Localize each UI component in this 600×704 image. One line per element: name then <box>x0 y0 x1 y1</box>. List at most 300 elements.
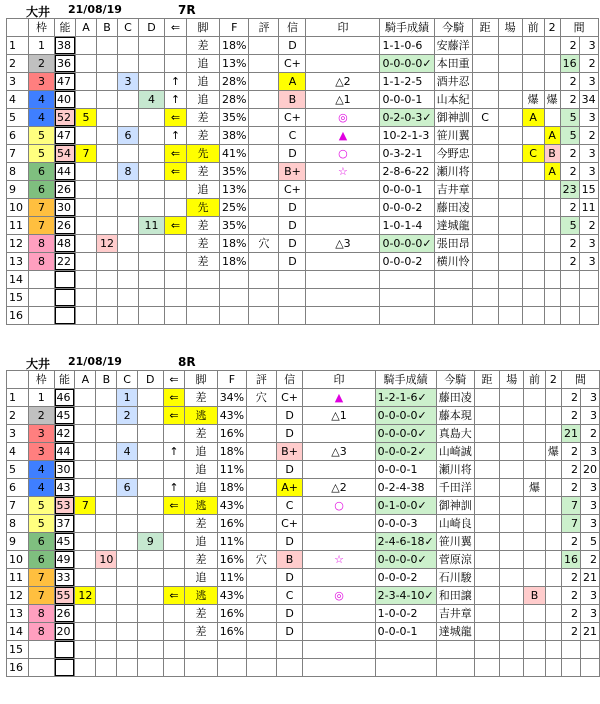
col-a-cell <box>75 569 96 587</box>
style-cell: 差 <box>185 389 217 407</box>
jockey-name-cell: 千田洋 <box>436 479 474 497</box>
col-d-cell <box>139 235 165 253</box>
table-row <box>7 145 599 163</box>
interval-2-cell: 11 <box>579 199 598 217</box>
col-d-cell <box>138 461 164 479</box>
col-b-cell <box>96 587 117 605</box>
arrow-cell <box>163 569 185 587</box>
trust-cell: B+ <box>279 163 306 181</box>
second-cell <box>544 217 560 235</box>
jockey-name-cell: 御神訓 <box>434 109 472 127</box>
ability-cell: 53 <box>54 497 75 515</box>
waku-cell: 7 <box>29 217 55 235</box>
arrow-cell <box>163 533 185 551</box>
column-header: 能 <box>54 371 75 389</box>
horse-number: 4 <box>7 443 29 461</box>
rating-cell <box>247 659 277 677</box>
style-cell: 逃 <box>185 407 217 425</box>
horse-number: 2 <box>7 55 29 73</box>
col-a-cell <box>76 127 97 145</box>
jockey-record-cell <box>380 307 434 325</box>
ability-cell: 26 <box>55 181 76 199</box>
col-a-cell <box>76 181 97 199</box>
col-c-cell <box>118 271 139 289</box>
jockey-record-cell: 0-0-0-2 <box>380 199 434 217</box>
trust-cell: C+ <box>279 55 306 73</box>
entry-table <box>6 18 599 325</box>
style-cell: 差 <box>185 551 217 569</box>
table-row <box>7 623 600 641</box>
trust-cell <box>279 289 306 307</box>
col-c-cell <box>118 91 139 109</box>
ability-cell: 30 <box>55 199 76 217</box>
f-rate-cell: 35% <box>220 163 249 181</box>
course-cell <box>498 181 522 199</box>
col-d-cell: 11 <box>139 217 165 235</box>
second-cell <box>544 289 560 307</box>
mark-cell: ▲ <box>306 127 380 145</box>
col-b-cell <box>97 91 118 109</box>
interval-2-cell: 2 <box>581 425 600 443</box>
trust-cell <box>276 659 303 677</box>
distance-cell <box>472 55 498 73</box>
distance-cell <box>474 641 500 659</box>
interval-1-cell: 2 <box>560 163 579 181</box>
col-b-cell <box>97 199 118 217</box>
previous-cell <box>524 533 546 551</box>
column-header: 2 <box>545 371 561 389</box>
arrow-cell <box>163 461 185 479</box>
course-cell <box>498 253 522 271</box>
rating-cell <box>249 181 279 199</box>
col-c-cell <box>117 551 138 569</box>
interval-1-cell <box>560 307 579 325</box>
waku-cell: 8 <box>29 235 55 253</box>
horse-number: 3 <box>7 425 29 443</box>
col-a-cell <box>75 479 96 497</box>
table-row <box>7 389 600 407</box>
interval-2-cell: 3 <box>581 407 600 425</box>
previous-cell <box>524 497 546 515</box>
table-row <box>7 289 599 307</box>
horse-number: 8 <box>7 515 29 533</box>
horse-number: 6 <box>7 479 29 497</box>
column-header: 間 <box>561 371 599 389</box>
second-cell <box>544 271 560 289</box>
second-cell: A <box>544 127 560 145</box>
arrow-cell: ⇐ <box>165 163 187 181</box>
col-d-cell <box>138 389 164 407</box>
col-a-cell: 7 <box>76 145 97 163</box>
arrow-cell <box>165 235 187 253</box>
rating-cell <box>249 91 279 109</box>
jockey-name-cell: 山崎良 <box>436 515 474 533</box>
col-b-cell <box>96 515 117 533</box>
col-b-cell: 10 <box>96 551 117 569</box>
second-cell <box>544 307 560 325</box>
col-a-cell <box>75 623 96 641</box>
distance-cell <box>472 181 498 199</box>
interval-1-cell: 23 <box>560 181 579 199</box>
mark-cell <box>303 605 375 623</box>
interval-2-cell: 2 <box>581 551 600 569</box>
previous-cell: 爆 <box>524 479 546 497</box>
waku-cell: 3 <box>28 425 54 443</box>
distance-cell <box>474 659 500 677</box>
table-header-row <box>7 371 600 389</box>
interval-2-cell: 5 <box>581 533 600 551</box>
rating-cell <box>247 497 277 515</box>
interval-1-cell: 2 <box>561 605 580 623</box>
interval-2-cell <box>579 307 598 325</box>
previous-cell <box>522 253 544 271</box>
table-row <box>7 235 599 253</box>
jockey-name-cell: 山崎誠 <box>436 443 474 461</box>
mark-cell <box>306 55 380 73</box>
f-rate-cell: 13% <box>220 55 249 73</box>
course-cell <box>500 479 524 497</box>
distance-cell <box>472 289 498 307</box>
col-b-cell <box>96 569 117 587</box>
interval-1-cell <box>561 641 580 659</box>
jockey-name-cell: 瀬川将 <box>434 163 472 181</box>
arrow-cell <box>165 37 187 55</box>
f-rate-cell: 11% <box>217 461 246 479</box>
ability-cell: 22 <box>55 253 76 271</box>
trust-cell <box>276 641 303 659</box>
jockey-name-cell: 御神訓 <box>436 497 474 515</box>
jockey-name-cell: 藤田凌 <box>436 389 474 407</box>
col-c-cell <box>118 55 139 73</box>
col-d-cell <box>139 145 165 163</box>
race-header <box>6 2 599 18</box>
f-rate-cell: 38% <box>220 127 249 145</box>
course-cell <box>498 73 522 91</box>
col-d-cell <box>139 37 165 55</box>
second-cell <box>545 659 561 677</box>
second-cell <box>545 551 561 569</box>
jockey-record-cell: 0-3-2-1 <box>380 145 434 163</box>
mark-cell <box>303 533 375 551</box>
table-row <box>7 605 600 623</box>
col-d-cell <box>139 271 165 289</box>
arrow-cell <box>165 181 187 199</box>
jockey-name-cell: 藤本現 <box>436 407 474 425</box>
col-d-cell <box>139 289 165 307</box>
ability-cell: 38 <box>55 37 76 55</box>
col-c-cell: 6 <box>118 127 139 145</box>
ability-cell <box>55 271 76 289</box>
arrow-cell <box>165 307 187 325</box>
rating-cell <box>249 199 279 217</box>
interval-2-cell: 3 <box>581 443 600 461</box>
mark-cell <box>306 217 380 235</box>
table-row <box>7 461 600 479</box>
interval-1-cell: 2 <box>560 37 579 55</box>
jockey-name-cell: 安藤洋 <box>434 37 472 55</box>
column-header: 前 <box>522 19 544 37</box>
style-cell: 先 <box>187 145 220 163</box>
horse-number: 5 <box>7 461 29 479</box>
col-d-cell <box>139 181 165 199</box>
rating-cell <box>249 271 279 289</box>
style-cell: 先 <box>187 199 220 217</box>
col-a-cell <box>75 551 96 569</box>
ability-cell: 42 <box>54 425 75 443</box>
course-cell <box>498 109 522 127</box>
jockey-name-cell: 本田重 <box>434 55 472 73</box>
interval-1-cell: 2 <box>561 389 580 407</box>
second-cell: A <box>544 163 560 181</box>
course-cell <box>498 145 522 163</box>
interval-1-cell: 2 <box>560 91 579 109</box>
jockey-record-cell: 0-0-0-2 <box>380 253 434 271</box>
arrow-cell: ↑ <box>165 127 187 145</box>
course-cell <box>498 235 522 253</box>
jockey-name-cell: 菅原涼 <box>436 551 474 569</box>
column-header: 距 <box>472 19 498 37</box>
jockey-name-cell: 石川駿 <box>436 569 474 587</box>
column-header: ⇐ <box>165 19 187 37</box>
mark-cell: △2 <box>303 479 375 497</box>
mark-cell <box>306 271 380 289</box>
arrow-cell: ⇐ <box>163 587 185 605</box>
waku-cell: 7 <box>29 199 55 217</box>
col-a-cell <box>76 253 97 271</box>
jockey-record-cell: 1-2-1-6✓ <box>375 389 436 407</box>
jockey-name-cell: 真島大 <box>436 425 474 443</box>
interval-1-cell: 2 <box>560 253 579 271</box>
f-rate-cell: 43% <box>217 497 246 515</box>
mark-cell <box>303 515 375 533</box>
jockey-name-cell: 和田譲 <box>436 587 474 605</box>
col-c-cell: 8 <box>118 163 139 181</box>
style-cell: 差 <box>187 37 220 55</box>
second-cell <box>544 253 560 271</box>
interval-2-cell <box>579 271 598 289</box>
table-row <box>7 533 600 551</box>
mark-cell: ○ <box>306 145 380 163</box>
col-c-cell: 3 <box>118 73 139 91</box>
horse-number: 1 <box>7 37 29 55</box>
mark-cell: △3 <box>306 235 380 253</box>
f-rate-cell: 25% <box>220 199 249 217</box>
rating-cell <box>249 109 279 127</box>
col-b-cell <box>97 253 118 271</box>
previous-cell <box>522 73 544 91</box>
distance-cell <box>474 515 500 533</box>
distance-cell <box>472 163 498 181</box>
style-cell: 差 <box>187 127 220 145</box>
waku-cell: 7 <box>28 587 54 605</box>
table-row <box>7 587 600 605</box>
waku-cell <box>28 641 54 659</box>
trust-cell: B+ <box>276 443 303 461</box>
column-header: 印 <box>306 19 380 37</box>
col-b-cell <box>97 37 118 55</box>
jockey-name-cell: 達城龍 <box>436 623 474 641</box>
distance-cell <box>474 587 500 605</box>
col-d-cell <box>138 425 164 443</box>
horse-number: 8 <box>7 163 29 181</box>
col-a-cell: 12 <box>75 587 96 605</box>
distance-cell <box>472 37 498 55</box>
trust-cell: D <box>279 37 306 55</box>
jockey-record-cell: 0-0-0-2✓ <box>375 443 436 461</box>
col-b-cell <box>97 109 118 127</box>
col-b-cell <box>96 641 117 659</box>
f-rate-cell: 18% <box>220 235 249 253</box>
arrow-cell <box>165 271 187 289</box>
jockey-record-cell: 0-1-0-0✓ <box>375 497 436 515</box>
col-c-cell <box>118 145 139 163</box>
jockey-record-cell: 2-4-6-18✓ <box>375 533 436 551</box>
jockey-record-cell: 0-0-0-1 <box>380 91 434 109</box>
trust-cell <box>279 271 306 289</box>
ability-cell <box>55 307 76 325</box>
interval-2-cell: 3 <box>579 37 598 55</box>
col-d-cell <box>139 55 165 73</box>
col-a-cell <box>76 217 97 235</box>
arrow-cell: ⇐ <box>165 145 187 163</box>
course-cell <box>500 605 524 623</box>
interval-1-cell: 2 <box>561 407 580 425</box>
col-c-cell: 2 <box>117 407 138 425</box>
mark-cell <box>303 623 375 641</box>
ability-cell <box>54 641 75 659</box>
second-cell <box>545 587 561 605</box>
style-cell: 差 <box>185 623 217 641</box>
mark-cell <box>306 37 380 55</box>
waku-cell: 6 <box>28 551 54 569</box>
jockey-record-cell: 0-0-0-1 <box>380 181 434 199</box>
interval-2-cell: 21 <box>581 623 600 641</box>
trust-cell: C <box>276 497 303 515</box>
arrow-cell <box>163 551 185 569</box>
column-header: D <box>138 371 164 389</box>
col-b-cell <box>96 407 117 425</box>
table-row <box>7 73 599 91</box>
table-row <box>7 217 599 235</box>
column-header: 信 <box>279 19 306 37</box>
interval-2-cell: 2 <box>579 217 598 235</box>
course-cell <box>498 91 522 109</box>
rating-cell <box>249 217 279 235</box>
second-cell <box>545 425 561 443</box>
distance-cell <box>474 605 500 623</box>
jockey-name-cell <box>436 659 474 677</box>
table-row <box>7 181 599 199</box>
waku-cell: 2 <box>29 55 55 73</box>
table-row <box>7 407 600 425</box>
table-row <box>7 641 600 659</box>
table-row <box>7 109 599 127</box>
waku-cell: 4 <box>29 91 55 109</box>
jockey-record-cell: 2-8-6-22 <box>380 163 434 181</box>
second-cell <box>545 515 561 533</box>
mark-cell <box>306 199 380 217</box>
second-cell <box>545 497 561 515</box>
column-header: 信 <box>276 371 303 389</box>
venue-label: 大井 <box>26 5 51 19</box>
previous-cell <box>522 289 544 307</box>
race-number: 7R <box>178 3 196 17</box>
rating-cell <box>247 461 277 479</box>
jockey-name-cell: 達城龍 <box>434 217 472 235</box>
ability-cell: 45 <box>54 407 75 425</box>
col-a-cell <box>76 235 97 253</box>
rating-cell <box>247 605 277 623</box>
ability-cell <box>55 289 76 307</box>
horse-number: 15 <box>7 289 29 307</box>
rating-cell <box>249 37 279 55</box>
interval-1-cell: 7 <box>561 515 580 533</box>
col-b-cell <box>96 533 117 551</box>
previous-cell <box>522 271 544 289</box>
waku-cell <box>29 307 55 325</box>
jockey-record-cell: 0-0-0-1 <box>375 623 436 641</box>
style-cell: 追 <box>185 461 217 479</box>
mark-cell <box>306 289 380 307</box>
column-header: A <box>76 19 97 37</box>
second-cell: B <box>544 145 560 163</box>
horse-number: 9 <box>7 533 29 551</box>
ability-cell: 44 <box>55 163 76 181</box>
ability-cell: 43 <box>54 479 75 497</box>
f-rate-cell <box>217 641 246 659</box>
style-cell: 逃 <box>185 497 217 515</box>
col-c-cell <box>117 623 138 641</box>
jockey-name-cell: 藤田凌 <box>434 199 472 217</box>
f-rate-cell: 16% <box>217 605 246 623</box>
column-header: 脚 <box>185 371 217 389</box>
mark-cell: ☆ <box>306 163 380 181</box>
second-cell <box>545 641 561 659</box>
course-cell <box>500 623 524 641</box>
col-d-cell <box>139 163 165 181</box>
second-cell <box>544 199 560 217</box>
col-d-cell <box>138 515 164 533</box>
table-row <box>7 163 599 181</box>
interval-1-cell: 5 <box>560 127 579 145</box>
f-rate-cell: 43% <box>217 407 246 425</box>
jockey-name-cell: 今野忠 <box>434 145 472 163</box>
trust-cell: D <box>276 533 303 551</box>
ability-cell: 49 <box>54 551 75 569</box>
table-row <box>7 127 599 145</box>
arrow-cell: ⇐ <box>163 407 185 425</box>
trust-cell: D <box>276 623 303 641</box>
corner-cell <box>7 19 29 37</box>
jockey-name-cell: 笹川翼 <box>436 533 474 551</box>
column-header: 評 <box>249 19 279 37</box>
f-rate-cell: 18% <box>217 443 246 461</box>
horse-number: 6 <box>7 127 29 145</box>
table-row <box>7 307 599 325</box>
col-a-cell <box>76 73 97 91</box>
previous-cell <box>524 569 546 587</box>
trust-cell: D <box>279 235 306 253</box>
waku-cell: 4 <box>28 479 54 497</box>
waku-cell: 5 <box>28 515 54 533</box>
table-row <box>7 443 600 461</box>
previous-cell <box>524 641 546 659</box>
rating-cell <box>247 533 277 551</box>
jockey-record-cell: 0-0-0-0✓ <box>375 425 436 443</box>
rating-cell <box>247 623 277 641</box>
col-a-cell: 5 <box>76 109 97 127</box>
jockey-record-cell: 1-0-1-4 <box>380 217 434 235</box>
